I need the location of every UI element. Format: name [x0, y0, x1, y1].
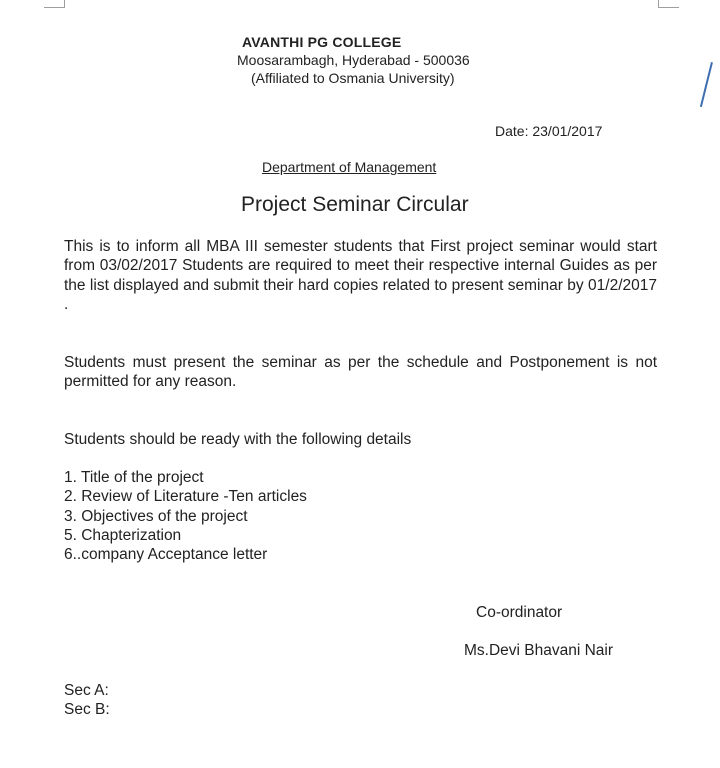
list-item: 5. Chapterization [64, 526, 182, 544]
pen-stroke-mark [700, 62, 713, 107]
department-name: Department of Management [262, 159, 437, 175]
paragraph-seminar-info: This is to inform all MBA III semester students that First project seminar would start from 03/02/2017 Students are required to meet their respective internal Guides as per the list displayed and submit their hard copies related to present seminar by 01/2/2017 . [64, 238, 657, 313]
circular-date: Date: 23/01/2017 [495, 123, 603, 139]
section-a-label: Sec A: [64, 682, 109, 699]
college-name: AVANTHI PG COLLEGE [242, 34, 402, 50]
signature-role: Co-ordinator [476, 604, 563, 621]
list-item: 1. Title of the project [64, 469, 204, 486]
signature-name: Ms.Devi Bhavani Nair [464, 642, 614, 659]
college-address: Moosarambagh, Hyderabad - 500036 [237, 52, 470, 68]
list-item: 3. Objectives of the project [64, 507, 248, 525]
required-details-list [64, 468, 307, 564]
circular-title: Project Seminar Circular [241, 193, 469, 216]
paragraph-details-intro: Students should be ready with the following details [64, 431, 412, 448]
crop-mark-top-right [658, 0, 679, 8]
paragraph-schedule-rule: Students must present the seminar as per the schedule and Postponement is not permitted for any reason. [64, 354, 657, 391]
list-item: 2. Review of Literature -Ten articles [64, 488, 307, 506]
list-item: 6..company Acceptance letter [64, 546, 268, 564]
sections-list [64, 681, 110, 720]
crop-mark-top-left [44, 0, 65, 8]
college-affiliation: (Affiliated to Osmania University) [251, 70, 455, 86]
section-b-label: Sec B: [64, 701, 110, 719]
